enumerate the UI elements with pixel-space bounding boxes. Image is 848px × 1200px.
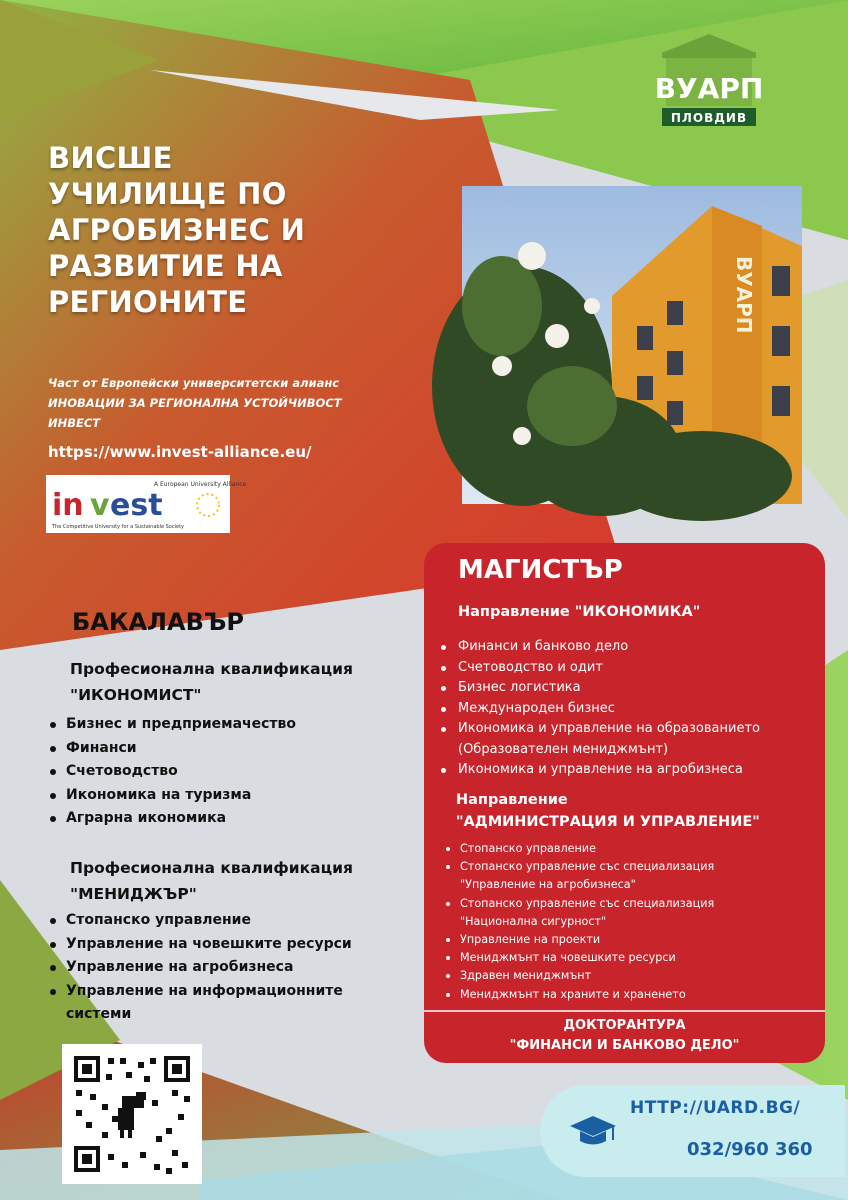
manager-list (48, 909, 352, 1027)
list-item: Мениджмънт на човешките ресурси (443, 949, 714, 967)
list-item: Здравен мениджмънт (443, 967, 714, 985)
alliance-line: ИНОВАЦИИ ЗА РЕГИОНАЛНА УСТОЙЧИВОСТ (48, 396, 342, 410)
logo-city: ПЛОВДИВ (670, 111, 748, 125)
website-link[interactable]: HTTP://UARD.BG/ (630, 1098, 801, 1118)
university-logo (656, 30, 762, 130)
direction-line: "АДМИНИСТРАЦИЯ И УПРАВЛЕНИЕ" (456, 814, 760, 830)
photo-sign: ВУАРП (732, 256, 756, 334)
title-line: АГРОБИЗНЕС И (48, 213, 306, 247)
svg-text:est: est (110, 488, 163, 523)
list-item: Финанси и банково дело (438, 637, 760, 658)
qualification-economist (70, 656, 410, 708)
direction-administration (456, 789, 796, 833)
page-title (48, 140, 378, 320)
qr-code[interactable] (62, 1044, 202, 1184)
list-item: Стопанско управление със специализация (443, 895, 714, 913)
list-item: Бизнес и предприемачество (48, 713, 296, 737)
doctorate-line: ДОКТОРАНТУРА (563, 1018, 686, 1033)
title-line: РАЗВИТИЕ НА (48, 249, 283, 283)
list-item: Икономика и управление на образованието (438, 719, 760, 740)
list-item: Управление на човешките ресурси (48, 933, 352, 957)
direction-economics: Направление "ИКОНОМИКА" (458, 604, 701, 620)
bachelor-heading: БАКАЛАВЪР (72, 608, 244, 636)
title-line: УЧИЛИЩЕ ПО (48, 177, 287, 211)
alliance-text (48, 373, 408, 433)
svg-text:in: in (52, 488, 84, 523)
list-item: Международен бизнес (438, 699, 760, 720)
qualification-line: Професионална квалификация (70, 660, 353, 678)
list-item: Управление на агробизнеса (48, 956, 352, 980)
list-item: Икономика на туризма (48, 784, 296, 808)
list-item: Аграрна икономика (48, 807, 296, 831)
title-line: ВИСШЕ (48, 141, 173, 175)
economist-list (48, 713, 296, 831)
qualification-line: Професионална квалификация (70, 859, 353, 877)
list-item: Финанси (48, 737, 296, 761)
logo-abbr: ВУАРП (654, 72, 764, 105)
svg-text:The Competitive University for: The Competitive University for a Sustainable Society (52, 524, 185, 530)
list-item-continuation: системи (66, 1006, 132, 1022)
alliance-line: ИНВЕСТ (48, 416, 101, 430)
list-item: Управление на информационните (48, 980, 352, 1004)
list-item-continuation: "Национална сигурност" (460, 914, 607, 928)
alliance-link[interactable]: https://www.invest-alliance.eu/ (48, 443, 312, 461)
administration-list (443, 840, 714, 1004)
list-item: Счетоводство (48, 760, 296, 784)
list-item: Стопанско управление (443, 840, 714, 858)
list-item-continuation: "Управление на агробизнеса" (460, 878, 636, 892)
list-item: Икономика и управление на агробизнеса (438, 760, 760, 781)
title-line: РЕГИОНИТЕ (48, 285, 248, 319)
qualification-line: "ИКОНОМИСТ" (70, 686, 202, 704)
list-item: Стопанско управление (48, 909, 352, 933)
doctorate-line: "ФИНАНСИ И БАНКОВО ДЕЛО" (509, 1038, 740, 1053)
list-item: Мениджмънт на храните и храненето (443, 986, 714, 1004)
master-heading: МАГИСТЪР (458, 555, 623, 585)
direction-line: Направление (456, 792, 568, 808)
graduation-cap-icon (568, 1108, 618, 1154)
qualification-line: "МЕНИДЖЪР" (70, 885, 197, 903)
building-photo (462, 186, 802, 504)
qualification-manager (70, 855, 410, 907)
doctorate-section (424, 1016, 825, 1056)
phone-number: 032/960 360 (687, 1139, 813, 1160)
list-item: Стопанско управление със специализация (443, 858, 714, 876)
svg-text:v: v (90, 488, 110, 523)
list-item: Бизнес логистика (438, 678, 760, 699)
alliance-line: Част от Европейски университетски алианс (48, 376, 340, 390)
list-item: Управление на проекти (443, 931, 714, 949)
svg-text:A European University Alliance: A European University Alliance (154, 481, 247, 488)
list-item: Счетоводство и одит (438, 658, 760, 679)
list-item-continuation: (Образователен мениджмънт) (458, 741, 669, 757)
invest-alliance-logo (46, 475, 247, 533)
economics-list (438, 637, 760, 781)
divider (424, 1010, 825, 1012)
